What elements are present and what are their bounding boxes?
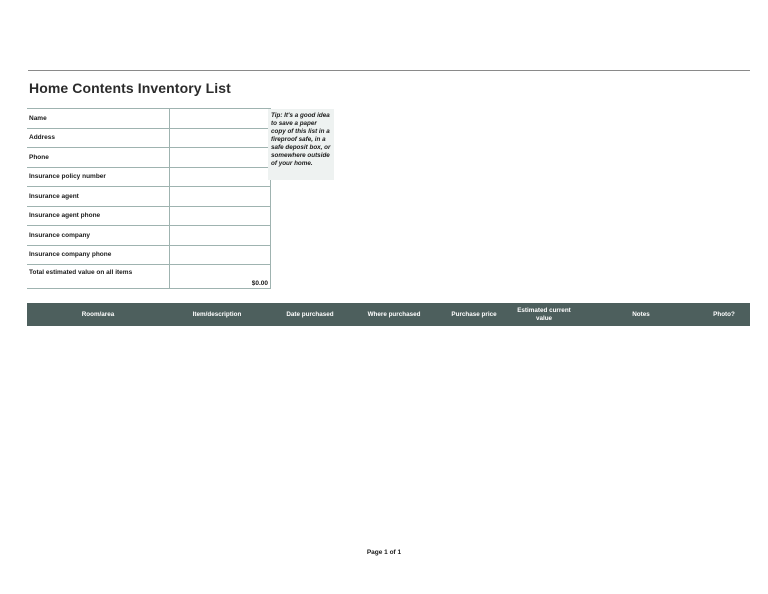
column-header-where: Where purchased xyxy=(367,310,421,318)
info-label: Insurance policy number xyxy=(27,167,170,187)
page-number: Page 1 of 1 xyxy=(366,549,402,556)
info-label: Address xyxy=(27,128,170,148)
info-row-agent xyxy=(27,187,271,207)
column-header-item: Item/description xyxy=(192,310,242,318)
info-row-policy xyxy=(27,167,271,187)
info-row-company xyxy=(27,226,271,246)
company-field[interactable] xyxy=(170,226,271,246)
page-title: Home Contents Inventory List xyxy=(29,80,231,96)
total-value: $0.00 xyxy=(170,265,271,289)
tip-box: Tip: It's a good idea to save a paper copy of this list in a fireproof safe, in a safe deposit box, or somewhere outside of your home. xyxy=(268,109,334,180)
info-label: Name xyxy=(27,109,170,129)
info-row-agent-phone xyxy=(27,206,271,226)
info-table xyxy=(27,108,271,289)
info-row-address xyxy=(27,128,271,148)
info-label: Insurance company phone xyxy=(27,245,170,265)
info-label: Insurance agent phone xyxy=(27,206,170,226)
top-rule xyxy=(28,70,750,71)
column-header-estimated: Estimated current value xyxy=(517,307,571,322)
inventory-header-row xyxy=(27,303,750,326)
column-header-room: Room/area xyxy=(81,310,115,318)
agent-phone-field[interactable] xyxy=(170,206,271,226)
info-label: Insurance company xyxy=(27,226,170,246)
info-row-company-phone xyxy=(27,245,271,265)
agent-field[interactable] xyxy=(170,187,271,207)
column-header-price: Purchase price xyxy=(451,310,497,318)
info-row-phone xyxy=(27,148,271,168)
info-label: Phone xyxy=(27,148,170,168)
column-header-date: Date purchased xyxy=(286,310,334,318)
address-field[interactable] xyxy=(170,128,271,148)
policy-number-field[interactable] xyxy=(170,167,271,187)
name-field[interactable] xyxy=(170,109,271,129)
company-phone-field[interactable] xyxy=(170,245,271,265)
column-header-notes: Notes xyxy=(632,310,650,318)
info-label: Total estimated value on all items xyxy=(27,265,170,289)
info-label: Insurance agent xyxy=(27,187,170,207)
info-row-name xyxy=(27,109,271,129)
column-header-photo: Photo? xyxy=(713,310,735,318)
info-row-total xyxy=(27,265,271,289)
phone-field[interactable] xyxy=(170,148,271,168)
